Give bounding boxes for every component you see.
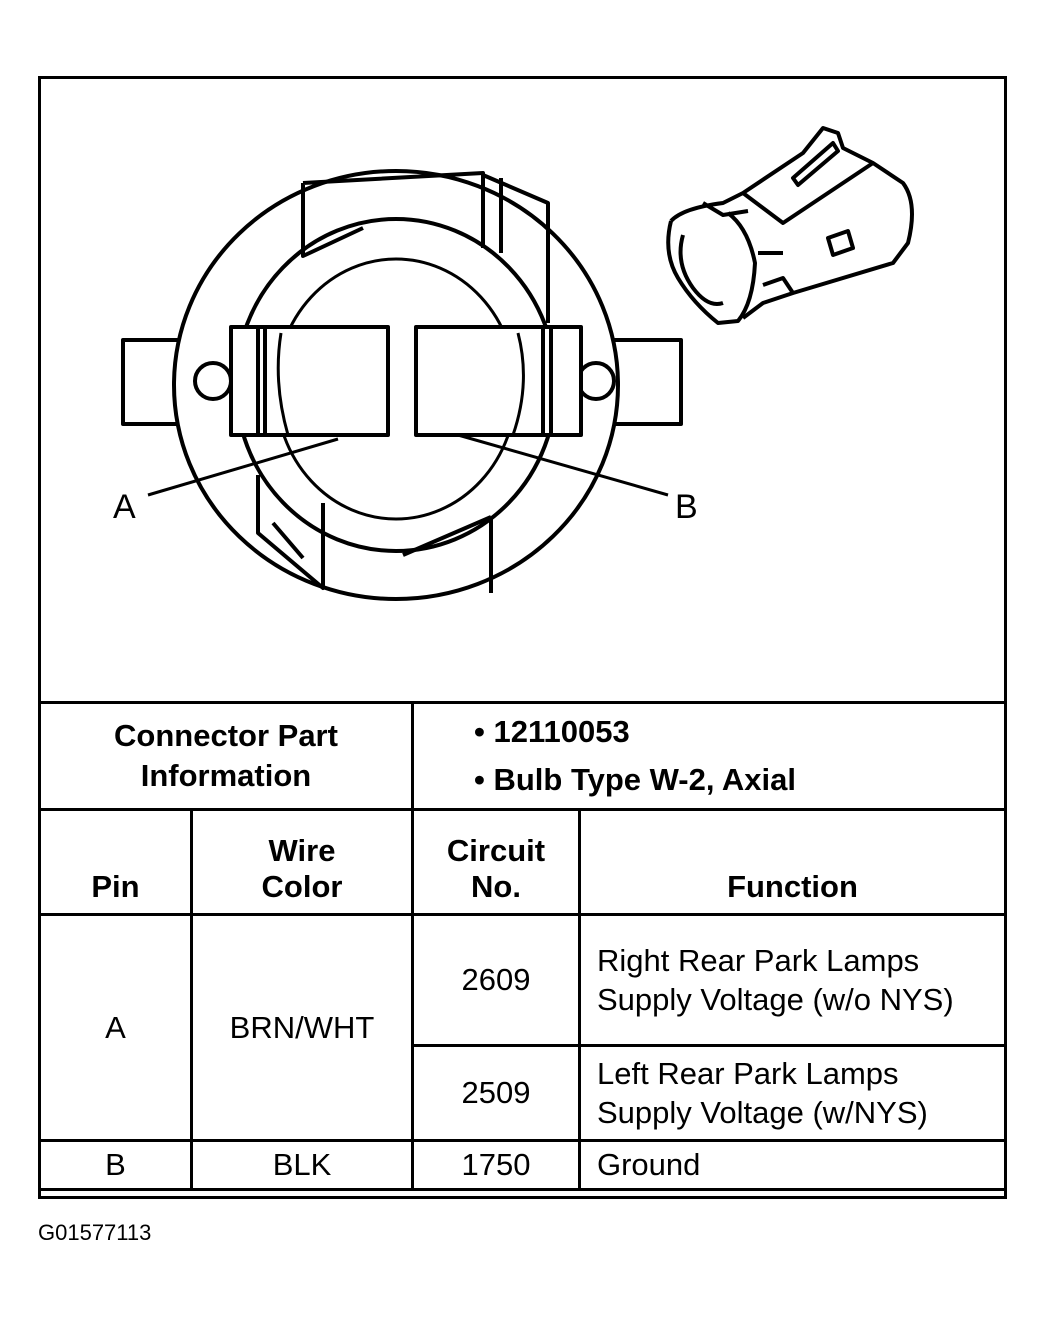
connector-info-item: • 12110053 — [474, 714, 630, 749]
connector-info-item: • Bulb Type W-2, Axial — [474, 762, 796, 797]
connector-face — [123, 171, 681, 599]
pin-b-label: B — [675, 488, 698, 526]
figure-id: G01577113 — [38, 1220, 152, 1245]
connector-info-items — [413, 703, 1006, 810]
right-tab — [611, 340, 681, 424]
connector-info-row — [40, 703, 1006, 810]
pin-cell: B — [40, 1141, 192, 1190]
circuit-cell: 2509 — [413, 1046, 580, 1141]
header-function: Function — [580, 810, 1006, 915]
connector-info-label: Connector Part Information — [40, 703, 413, 810]
left-latch-hole — [195, 363, 231, 399]
connector-face-drawing — [41, 79, 1004, 701]
wire-color-cell: BRN/WHT — [192, 915, 413, 1141]
terminal-b — [416, 327, 581, 435]
function-cell: Right Rear Park Lamps Supply Voltage (w/o NYS) — [580, 915, 1006, 1046]
circuit-cell: 1750 — [413, 1141, 580, 1190]
header-circuit: Circuit No. — [413, 810, 580, 915]
table-row — [40, 1141, 1006, 1190]
function-cell: Ground — [580, 1141, 1006, 1190]
wire-color-cell: BLK — [192, 1141, 413, 1190]
connector-pinout-table — [38, 701, 1007, 1191]
connector-diagram-frame — [38, 76, 1007, 1199]
terminal-a — [231, 327, 388, 435]
table-row — [40, 915, 1006, 1046]
pin-cell: A — [40, 915, 192, 1141]
header-wire-color: Wire Color — [192, 810, 413, 915]
header-pin: Pin — [40, 810, 192, 915]
pin-a-label: A — [113, 488, 136, 526]
circuit-cell: 2609 — [413, 915, 580, 1046]
connector-isometric-view — [668, 128, 912, 323]
right-latch-hole — [578, 363, 614, 399]
table-header-row — [40, 810, 1006, 915]
function-cell: Left Rear Park Lamps Supply Voltage (w/NYS) — [580, 1046, 1006, 1141]
